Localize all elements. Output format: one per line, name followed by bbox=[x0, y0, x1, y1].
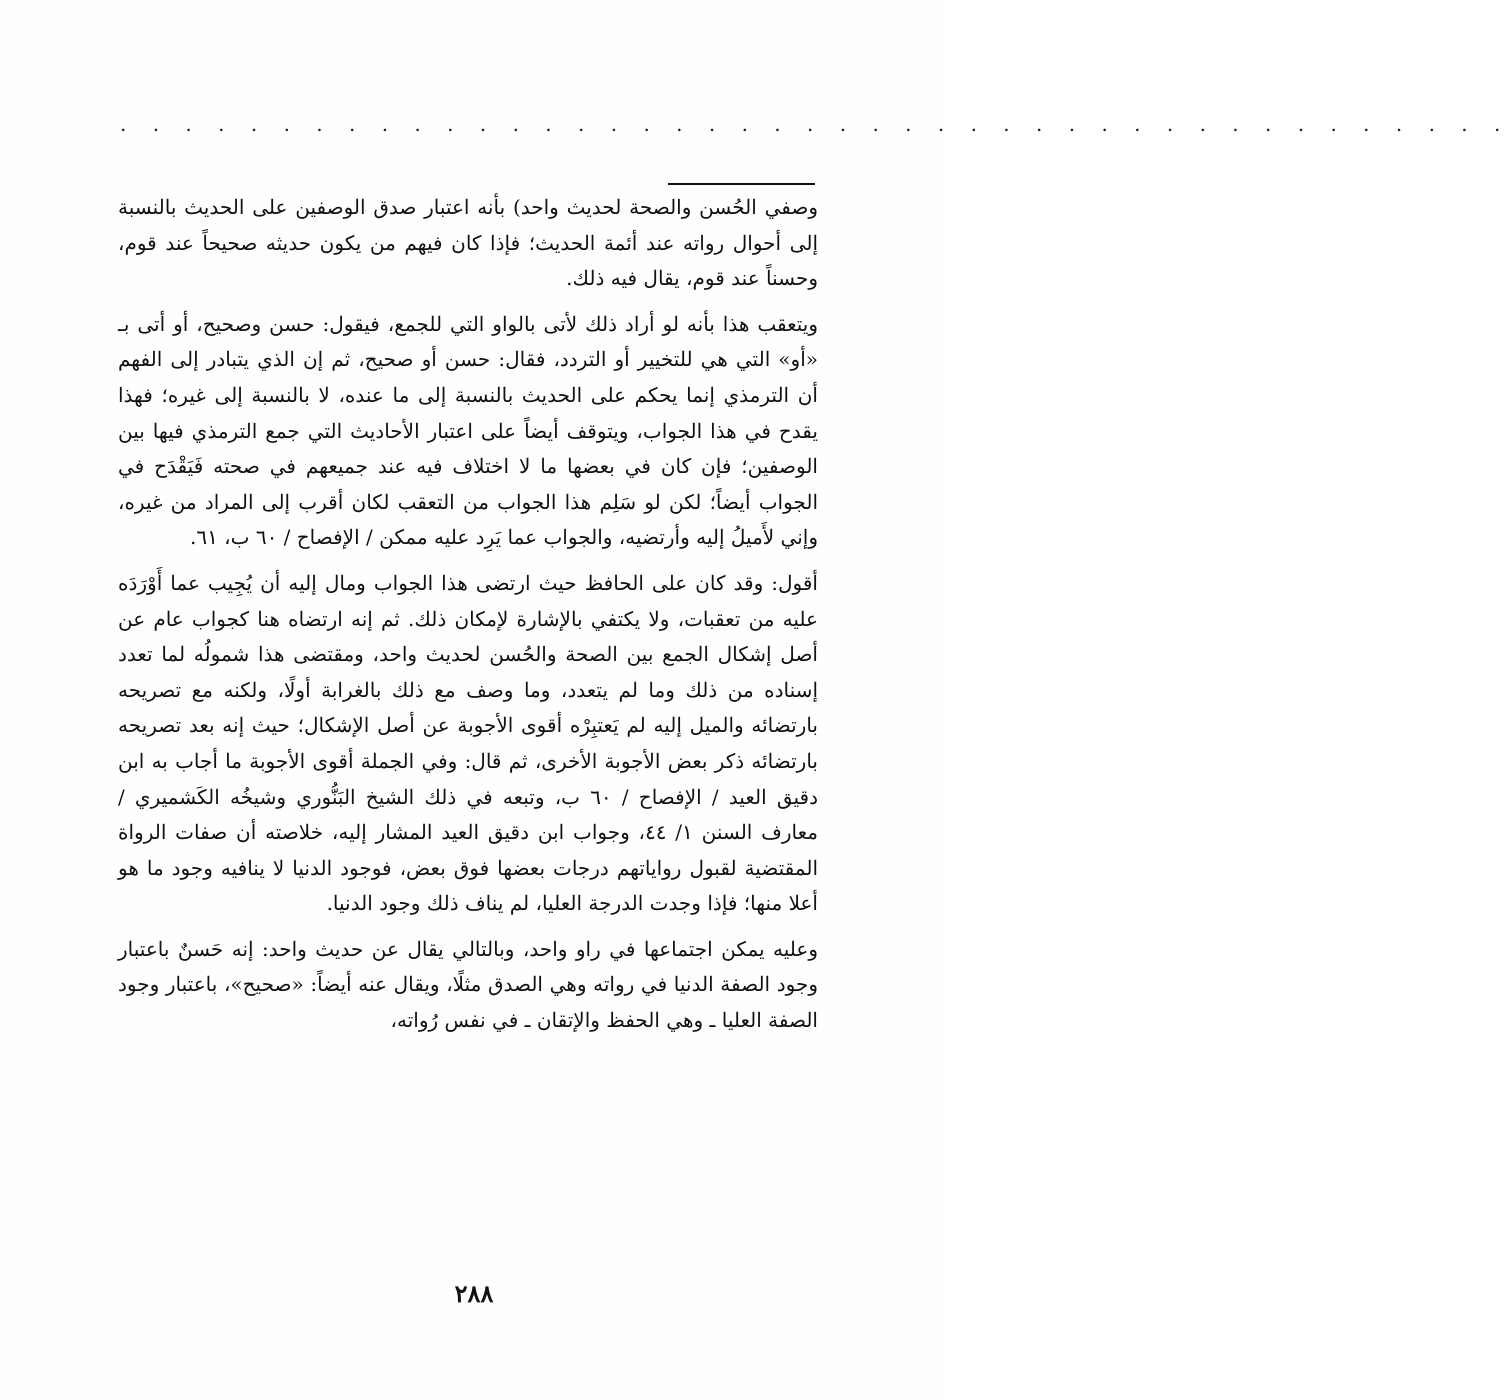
paragraph: وعليه يمكن اجتماعها في راو واحد، وبالتالي يقال عن حديث واحد: إنه حَسنٌ باعتبار وجود الصفة الدنيا في رواته وهي الصدق مثلًا، ويقال عنه أيضاً: «صحيح»، باعتبار وجود الصفة العليا ـ وهي الحفظ والإتقان ـ في نفس رُواته، bbox=[118, 936, 818, 1033]
paragraph: ويتعقب هذا بأنه لو أراد ذلك لأتى بالواو التي للجمع، فيقول: حسن وصحيح، أو أتى بـ «أو» التي هي للتخيير أو التردد، فقال: حسن أو صحيح، ثم إن الذي يتبادر إلى الفهم أن الترمذي إنما يحكم على الحديث بالنسبة إلى ما عنده، لا بالنسبة إلى غيره؛ فهذا يقدح في هذا الجواب، ويتوقف أيضاً على اعتبار الأحاديث التي جمع الترمذي فيها بين الوصفين؛ فإن كان في بعضها ما لا اختلاف فيه عند جميعهم في صحته فَيَقْدَح في الجواب أيضاً؛ لكن لو سَلِم هذا الجواب من التعقب لكان أقرب إلى المراد من غيره، وإني لأَميلُ إليه وأرتضيه، والجواب عما يَرِد عليه ممكن / الإفصاح / ٦٠ ب، ٦١. bbox=[118, 311, 818, 550]
footnote-separator-line bbox=[668, 183, 815, 185]
paragraph: أقول: وقد كان على الحافظ حيث ارتضى هذا الجواب ومال إليه أن يُجِيب عما أَوْرَدَه عليه من تعقبات، ولا يكتفي بالإشارة لإمكان ذلك. ثم إنه ارتضاه هنا كجواب عام عن أصل إشكال الجمع بين الصحة والحُسن لحديث واحد، ومقتضى هذا شمولُه لما تعدد إسناده من ذلك وما لم يتعدد، وما وصف مع ذلك بالغرابة أولًا، ولكنه مع تصريحه بارتضائه والميل إليه لم يَعتبِرْه أقوى الأجوبة عن أصل الإشكال؛ حيث إنه بعد تصريحه بارتضائه ذكر بعض الأجوبة الأخرى، ثم قال: وفي الجملة أقوى الأجوبة ما أجاب به ابن دقيق العيد / الإفصاح / ٦٠ ب، وتبعه في ذلك الشيخ البَنُّوري وشيخُه الكَشميري / معارف السنن ١/ ٤٤، وجواب ابن دقيق العيد المشار إليه، خلاصته أن صفات الرواة المقتضية لقبول رواياتهم درجات بعضها فوق بعض، فوجود الدنيا لا ينافيه وجود ما هو أعلا منها؛ فإذا وجدت الدرجة العليا، لم يناف ذلك وجود الدنيا. bbox=[118, 570, 818, 916]
dotted-separator: . . . . . . . . . . . . . . . . . . . . . . . . . . . . . . . . . . . . . . . . . . . bbox=[120, 112, 1510, 136]
footnote-text-block bbox=[118, 190, 818, 1049]
page-number: ٢٨٨ bbox=[454, 1279, 494, 1308]
paragraph: وصفي الحُسن والصحة لحديث واحد) بأنه اعتبار صدق الوصفين على الحديث بالنسبة إلى أحوال رواته عند أئمة الحديث؛ فإذا كان فيهم من يكون حديثه صحيحاً عند قوم، وحسناً عند قوم، يقال فيه ذلك. bbox=[118, 195, 818, 291]
